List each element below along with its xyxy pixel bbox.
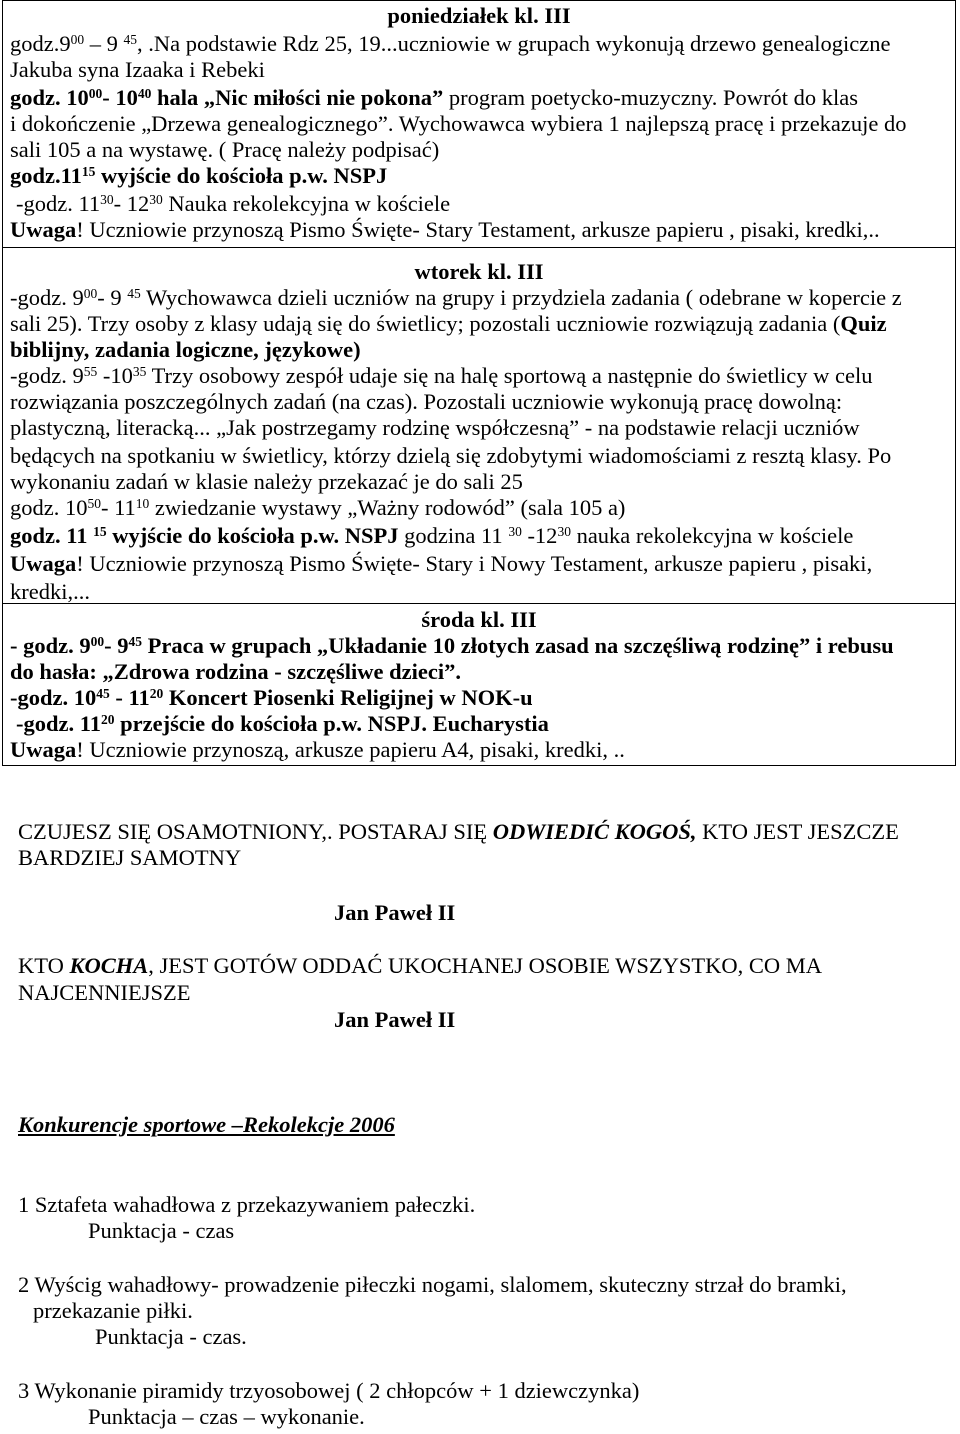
tuesday-heading: wtorek kl. III — [414, 259, 544, 284]
time-text: - 10 — [102, 85, 138, 110]
wednesday-line — [16, 711, 549, 737]
activity-text: plastyczną, literacką... „Jak postrzegamy rodzinę współczesną” - na podstawie relacji uczniów — [10, 415, 860, 440]
time-superscript: 45 — [127, 285, 141, 301]
activity-text: , .Na podstawie Rdz 25, 19...uczniowie w grupach wykonują drzewo genealogiczne — [137, 31, 891, 56]
quote-text: KTO — [18, 953, 70, 978]
time-superscript: 50 — [87, 495, 101, 511]
sports-item: 3 Wykonanie piramidy trzyosobowej ( 2 chłopców + 1 dziewczynka) — [18, 1378, 640, 1403]
bold-text: hala „Nic miłości nie pokona” — [151, 85, 444, 110]
time-text: -godz. 11 — [16, 191, 101, 216]
activity-text: program poetycko-muzyczny. Powrót do klas — [443, 85, 858, 110]
activity-text: sali 105 a na wystawę. ( Pracę należy podpisać) — [10, 137, 440, 162]
section-divider — [2, 603, 956, 604]
time-superscript: 30 — [149, 191, 163, 207]
time-superscript: 30 — [557, 523, 571, 539]
time-superscript: 20 — [149, 685, 164, 701]
activity-text: Nauka rekolekcyjna w kościele — [162, 191, 451, 216]
activity-text: nauka rekolekcyjna w kościele — [570, 523, 854, 548]
note-label: Uwaga — [10, 551, 77, 576]
activity-text: do hasła: „Zdrowa rodzina - szczęśliwe dzieci”. — [10, 659, 462, 684]
tuesday-line — [10, 523, 853, 549]
time-superscript: 45 — [96, 685, 110, 701]
time-superscript: 10 — [135, 495, 150, 511]
monday-line — [10, 163, 387, 189]
tuesday-line — [10, 551, 872, 577]
activity-text: i dokończenie „Drzewa genealogicznego”. Wychowawca wybiera 1 najlepszą pracę i przekazuje do — [10, 111, 907, 136]
sports-scoring: Punktacja - czas. — [95, 1324, 247, 1349]
time-text: godz. 10 — [10, 85, 89, 110]
time-text: -godz. 9 — [10, 363, 84, 388]
note-text: kredki,... — [10, 579, 90, 604]
time-text: godz.11 — [10, 163, 82, 188]
monday-line — [10, 31, 891, 57]
monday-line — [10, 111, 907, 137]
quote-emphasis: KOCHA — [69, 953, 149, 978]
time-text: godz. 11 — [10, 523, 94, 548]
activity-text: będących na spotkaniu w świetlicy, którzy dzielą się zdobytymi wiadomościami z resztą klasy. Po — [10, 443, 892, 468]
time-text: godzina 11 — [398, 523, 509, 548]
time-text: godz. 10 — [10, 495, 88, 520]
wednesday-line — [10, 659, 461, 685]
sports-item: 2 Wyścig wahadłowy- prowadzenie piłeczki nogami, slalomem, skuteczny strzał do bramki, — [18, 1272, 847, 1297]
quote-text: CZUJESZ SIĘ OSAMOTNIONY,. POSTARAJ SIĘ — [18, 819, 493, 844]
note-text: ! Uczniowie przynoszą Pismo Święte- Stary Testament, arkusze papieru , pisaki, kredki,.. — [76, 217, 880, 242]
wednesday-line — [10, 633, 894, 659]
tuesday-line — [10, 579, 90, 605]
activity-text: Jakuba syna Izaaka i Rebeki — [10, 57, 265, 82]
time-superscript: 45 — [128, 633, 142, 649]
time-text: godz.9 — [10, 31, 71, 56]
time-text: - godz. 9 — [10, 633, 91, 658]
quote-author: Jan Paweł II — [334, 900, 456, 925]
quote-line — [18, 819, 899, 845]
time-text: - 11 — [109, 685, 150, 710]
sports-title: Konkurencje sportowe –Rekolekcje 2006 — [18, 1112, 395, 1137]
time-text: -godz. 11 — [16, 711, 102, 736]
wednesday-heading: środa kl. III — [421, 607, 537, 632]
monday-line — [10, 57, 265, 83]
time-superscript: 00 — [70, 31, 85, 47]
time-superscript: 15 — [81, 163, 96, 179]
time-superscript: 30 — [100, 191, 114, 207]
wednesday-line — [10, 685, 533, 711]
activity-text: Trzy osobowy zespół udaje się na halę sportową a następnie do świetlicy w celu — [146, 363, 873, 388]
time-superscript: 00 — [90, 633, 105, 649]
time-superscript: 00 — [83, 285, 98, 301]
sports-scoring: Punktacja – czas – wykonanie. — [88, 1404, 365, 1429]
activity-text: Praca w grupach „Układanie 10 złotych zasad na szczęśliwą rodzinę” i rebusu — [142, 633, 894, 658]
time-text: – 9 — [84, 31, 124, 56]
time-text: - 12 — [113, 191, 150, 216]
quote-text: BARDZIEJ SAMOTNY — [18, 845, 242, 870]
quote-line — [18, 980, 191, 1006]
sports-scoring: Punktacja - czas — [88, 1218, 235, 1243]
note-label: Uwaga — [10, 217, 77, 242]
time-superscript: 55 — [83, 363, 98, 379]
time-text: -10 — [97, 363, 133, 388]
quote-text: , JEST GOTÓW ODDAĆ UKOCHANEJ OSOBIE WSZYSTKO, CO MA — [148, 953, 823, 978]
tuesday-line — [10, 363, 872, 389]
monday-heading: poniedziałek kl. III — [387, 3, 571, 28]
tuesday-line — [10, 337, 361, 363]
monday-line — [10, 137, 439, 163]
tuesday-line — [10, 495, 625, 521]
quote-line — [18, 953, 822, 979]
activity-text: rozwiązania poszczególnych zadań (na czas). Pozostali uczniowie wykonują pracę dowolną: — [10, 389, 843, 414]
time-superscript: 40 — [137, 85, 152, 101]
bold-text: biblijny, zadania logiczne, językowe) — [10, 337, 361, 362]
tuesday-line — [10, 311, 887, 337]
note-label: Uwaga — [10, 737, 77, 762]
activity-text: wykonaniu zadań w klasie należy przekazać je do sali 25 — [10, 469, 523, 494]
quote-emphasis: ODWIEDIĆ KOGOŚ, — [492, 819, 697, 844]
monday-line — [10, 217, 880, 243]
sports-item: 1 Sztafeta wahadłowa z przekazywaniem pałeczki. — [18, 1192, 476, 1217]
monday-line — [10, 85, 858, 111]
tuesday-line — [10, 389, 842, 415]
bold-text: Quiz — [840, 311, 887, 336]
time-text: -godz. 9 — [10, 285, 84, 310]
time-superscript: 00 — [88, 85, 103, 101]
wednesday-line — [10, 737, 625, 763]
time-superscript: 30 — [508, 523, 522, 539]
activity-text: Wychowawca dzieli uczniów na grupy i przydziela zadania ( odebrane w kopercie z — [140, 285, 902, 310]
tuesday-line — [10, 469, 523, 495]
quote-text: KTO JEST JESZCZE — [696, 819, 899, 844]
tuesday-line — [10, 443, 891, 469]
activity-text: wyjście do kościoła p.w. NSPJ — [95, 163, 388, 188]
time-text: - 11 — [101, 495, 136, 520]
sports-item-continuation: przekazanie piłki. — [33, 1298, 193, 1323]
quote-line — [18, 845, 241, 871]
time-text: - 9 — [97, 285, 128, 310]
monday-line — [16, 191, 450, 217]
quote-text: NAJCENNIEJSZE — [18, 980, 191, 1005]
time-text: -godz. 10 — [10, 685, 97, 710]
note-text: ! Uczniowie przynoszą, arkusze papieru A4, pisaki, kredki, .. — [76, 737, 625, 762]
note-text: ! Uczniowie przynoszą Pismo Święte- Stary i Nowy Testament, arkusze papieru , pisaki, — [76, 551, 873, 576]
tuesday-line — [10, 415, 860, 441]
time-text: - 9 — [104, 633, 129, 658]
bold-text: wyjście do kościoła p.w. NSPJ — [106, 523, 399, 548]
time-superscript: 45 — [123, 31, 137, 47]
quote-author: Jan Paweł II — [334, 1007, 456, 1032]
activity-text: przejście do kościoła p.w. NSPJ. Eucharystia — [114, 711, 549, 736]
time-superscript: 20 — [101, 711, 115, 727]
time-superscript: 35 — [132, 363, 147, 379]
tuesday-line — [10, 285, 902, 311]
activity-text: zwiedzanie wystawy „Ważny rodowód” (sala 105 a) — [149, 495, 626, 520]
time-superscript: 15 — [93, 523, 107, 539]
activity-text: sali 25). Trzy osoby z klasy udają się do świetlicy; pozostali uczniowie rozwiązują zadania ( — [10, 311, 841, 336]
section-divider — [2, 247, 956, 248]
activity-text: Koncert Piosenki Religijnej w NOK-u — [163, 685, 533, 710]
time-text: -12 — [521, 523, 558, 548]
